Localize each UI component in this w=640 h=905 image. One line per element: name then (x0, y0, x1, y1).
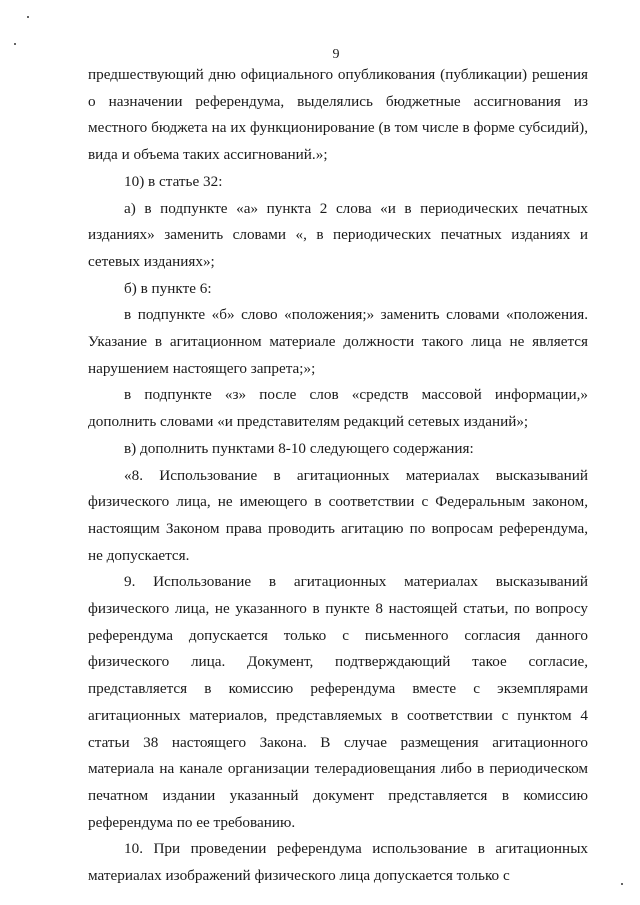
page-number: 9 (332, 47, 340, 62)
paragraph-article-32: 10) в статье 32: (124, 172, 223, 190)
paragraph-point-9: 9. Использование в агитационных материалах высказываний физического лица, не указанного в пункте 8 настоящей статьи, по вопросу референдума допускается только с письменного согласия данного физического лица. Документ, подтверждающий такое согласие, представляется в комиссию референдума вместе с экземплярами агитационных материалов, представляемых в соответствии с пунктом 4 статьи 38 настоящего Закона. В случае размещения агитационного материала на канале организации телерадиовещания либо в периодическом печатном издании указанный документ представляется в комиссию референдума по ее требованию. (88, 573, 588, 831)
paragraph-subpoint-b-position: в подпункте «б» слово «положения;» заменить словами «положения. Указание в агитационном материале должности такого лица не является нарушением настоящего запрета;»; (88, 306, 588, 377)
scan-speck (621, 883, 623, 885)
paragraph-subitem-v: в) дополнить пунктами 8-10 следующего содержания: (124, 439, 474, 457)
document-body (88, 62, 588, 890)
paragraph-subitem-b: б) в пункте 6: (124, 279, 212, 297)
paragraph-subpoint-z-media: в подпункте «з» после слов «средств массовой информации,» дополнить словами «и представителям редакций сетевых изданий»; (88, 386, 588, 431)
scan-speck (14, 43, 16, 45)
scan-speck (27, 16, 29, 18)
paragraph-point-10: 10. При проведении референдума использование в агитационных материалах изображений физического лица допускается только с (88, 840, 588, 885)
paragraph-budget-allocations: предшествующий дню официального опубликования (публикации) решения о назначении референдума, выделялись бюджетные ассигнования из местного бюджета на их функционирование (в том числе в форме субсидий), вида и объема таких ассигнований.»; (88, 66, 588, 164)
paragraph-subitem-a: а) в подпункте «а» пункта 2 слова «и в периодических печатных изданиях» заменить словами «, в периодических печатных изданиях и сетевых изданиях»; (88, 199, 588, 270)
paragraph-point-8: «8. Использование в агитационных материалах высказываний физического лица, не имеющего в соответствии с Федеральным законом, настоящим Законом права проводить агитацию по вопросам референдума, не допускается. (88, 466, 588, 564)
